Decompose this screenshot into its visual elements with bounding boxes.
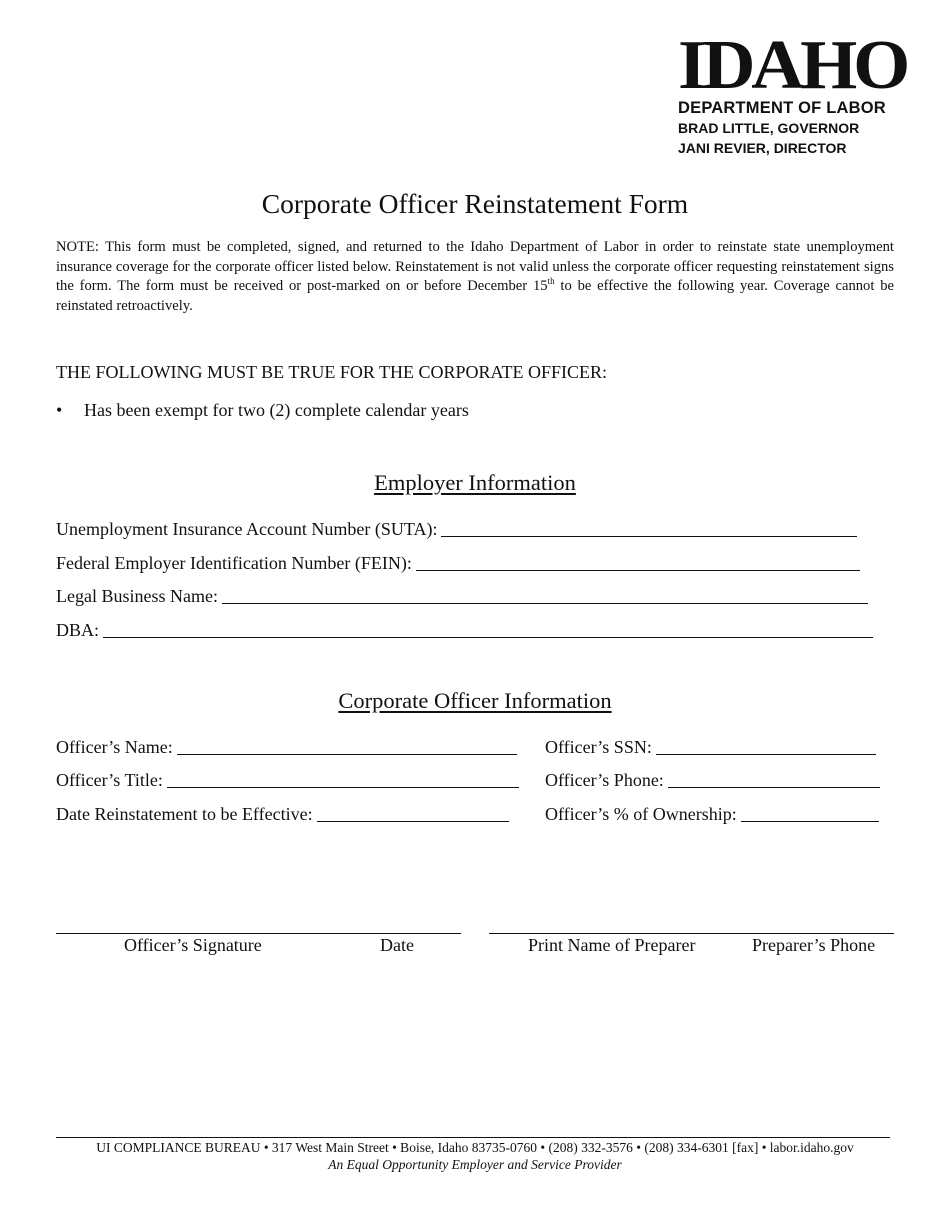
suta-input[interactable] (441, 518, 857, 537)
officer-phone-field (545, 769, 880, 791)
officer-date-label: Date (380, 935, 414, 955)
officer-info-heading: Corporate Officer Information (338, 688, 612, 713)
legal-name-field (56, 585, 868, 607)
legal-name-input[interactable] (222, 585, 868, 604)
footer-address: UI COMPLIANCE BUREAU • 317 West Main Street • Boise, Idaho 83735-0760 • (208) 332-3576 • (208) 334-6301 [fax] • labor.idaho.gov (96, 1140, 854, 1155)
suta-field (56, 518, 857, 540)
logo-wordmark: IDAHO (678, 27, 907, 104)
preparer-signature-line[interactable] (489, 933, 894, 934)
officer-title-input[interactable] (167, 769, 519, 788)
dba-field (56, 619, 873, 641)
fein-label: Federal Employer Identification Number (FEIN): (56, 553, 412, 573)
note-superscript: th (547, 276, 555, 287)
logo-governor: BRAD LITTLE, GOVERNOR (678, 120, 860, 136)
effective-date-label: Date Reinstatement to be Effective: (56, 804, 313, 824)
officer-title-field (56, 769, 519, 791)
footer-divider (56, 1137, 890, 1138)
officer-signature-label: Officer’s Signature (124, 935, 262, 955)
preparer-phone-label: Preparer’s Phone (752, 935, 876, 955)
bullet-icon: • (56, 400, 63, 420)
officer-name-input[interactable] (177, 736, 517, 755)
officer-title-label: Officer’s Title: (56, 770, 163, 790)
preparer-name-label: Print Name of Preparer (528, 935, 696, 955)
dba-label: DBA: (56, 620, 100, 640)
officer-name-field (56, 736, 517, 758)
officer-phone-label: Officer’s Phone: (545, 770, 664, 790)
logo-department: DEPARTMENT OF LABOR (678, 99, 886, 117)
form-title: Corporate Officer Reinstatement Form (261, 188, 689, 219)
officer-ssn-input[interactable] (656, 736, 876, 755)
form-note (56, 238, 894, 316)
requirement-text: Has been exempt for two (2) complete calendar years (84, 400, 469, 420)
idaho-dol-logo (678, 27, 907, 158)
logo-director: JANI REVIER, DIRECTOR (678, 140, 847, 156)
officer-phone-input[interactable] (668, 769, 880, 788)
note-text-2: to be effective the following year. Coverage cannot be reinstated retroactively. (56, 278, 894, 314)
officer-ssn-field (545, 736, 876, 758)
legal-name-label: Legal Business Name: (56, 586, 218, 606)
footer-tagline: An Equal Opportunity Employer and Service Provider (328, 1157, 622, 1172)
requirements-heading: THE FOLLOWING MUST BE TRUE FOR THE CORPORATE OFFICER: (56, 362, 608, 382)
officer-name-label: Officer’s Name: (56, 737, 173, 757)
officer-ssn-label: Officer’s SSN: (545, 737, 652, 757)
ownership-input[interactable] (741, 803, 879, 822)
employer-info-heading: Employer Information (374, 470, 576, 495)
suta-label: Unemployment Insurance Account Number (SUTA): (56, 519, 438, 539)
effective-date-input[interactable] (317, 803, 509, 822)
ownership-field (545, 803, 879, 825)
ownership-label: Officer’s % of Ownership: (545, 804, 737, 824)
officer-signature-line[interactable] (56, 933, 461, 934)
effective-date-field (56, 803, 509, 825)
dba-input[interactable] (103, 619, 873, 638)
fein-input[interactable] (416, 552, 860, 571)
requirement-item (56, 400, 469, 421)
note-text-1: NOTE: This form must be completed, signed, and returned to the Idaho Department of Labor in order to reinstate state unemployment insurance coverage for the corporate officer listed below. Reinstatement is not valid unless the corporate officer requesting reinstatement signs the form. The form must be received or post-marked on or before December 15 (56, 239, 894, 294)
fein-field (56, 552, 860, 574)
